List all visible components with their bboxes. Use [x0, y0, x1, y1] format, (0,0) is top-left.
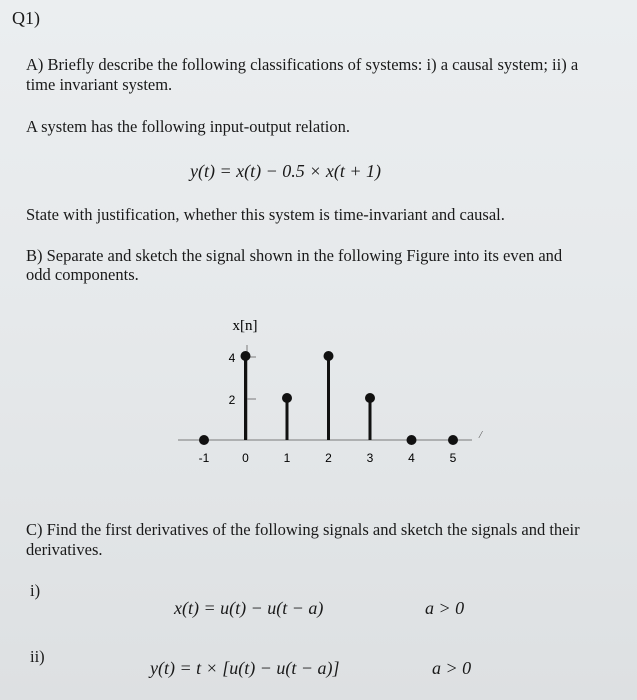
- part-b-line-1: B) Separate and sketch the signal shown in the following Figure into its even and: [26, 246, 563, 265]
- part-c-line-2: derivatives.: [26, 540, 103, 559]
- part-c-eq-2: y(t) = t × [u(t) − u(t − a)]: [150, 658, 340, 678]
- stem-point-n4: [407, 435, 417, 445]
- stem-point-n0: [241, 351, 251, 361]
- question-number: Q1): [12, 8, 40, 28]
- part-a-line-2: time invariant system.: [26, 75, 173, 94]
- stem-point-n2: [324, 351, 334, 361]
- part-c-eq-1: x(t) = u(t) − u(t − a): [174, 598, 324, 618]
- part-a-question: State with justification, whether this system is time-invariant and causal.: [26, 205, 505, 224]
- x-tick-label-n1: 1: [283, 451, 291, 465]
- part-c-cond-2: a > 0: [432, 658, 472, 678]
- x-tick-label-n5: 5: [449, 451, 457, 465]
- x-tick-label-n3: 3: [366, 451, 374, 465]
- x-tick-label-n4: 4: [408, 451, 415, 465]
- stem-point-n1: [282, 393, 292, 403]
- chart-title: x[n]: [232, 318, 258, 334]
- part-b-line-2: odd components.: [26, 265, 139, 284]
- x-tick-label-n-1: -1: [198, 451, 210, 465]
- part-c-i-label: i): [30, 581, 41, 600]
- stem-point-n-1: [199, 435, 209, 445]
- part-c-line-1: C) Find the first derivatives of the following signals and sketch the signals and their: [26, 520, 580, 539]
- part-a-intro: A system has the following input-output relation.: [26, 117, 351, 136]
- y-tick-label-4: 4: [228, 351, 236, 365]
- part-a-line-1: A) Briefly describe the following classifications of systems: i) a causal system; ii) a: [26, 55, 579, 74]
- x-tick-label-n0: 0: [242, 451, 249, 465]
- x-tick-label-n2: 2: [325, 451, 332, 465]
- stem-point-n5: [448, 435, 458, 445]
- stem-point-n3: [365, 393, 375, 403]
- y-tick-label-2: 2: [228, 393, 236, 407]
- svg-text:/: /: [479, 429, 483, 441]
- part-a-equation: y(t) = x(t) − 0.5 × x(t + 1): [190, 161, 382, 181]
- part-c-ii-label: ii): [30, 647, 45, 666]
- part-c-cond-1: a > 0: [425, 598, 465, 618]
